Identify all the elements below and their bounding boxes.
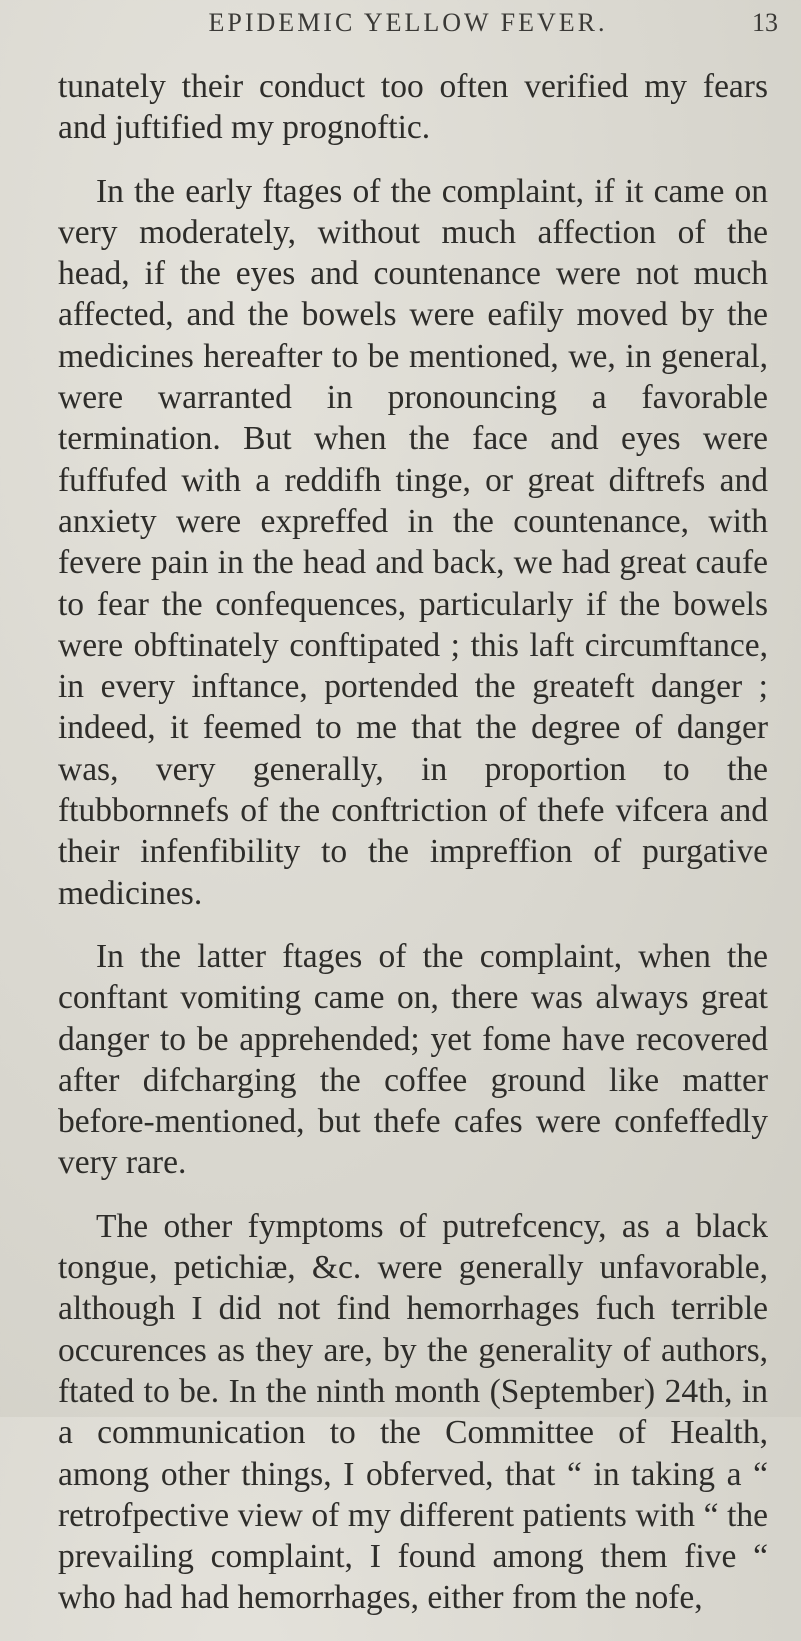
paragraph-early-stages: In the early ftages of the complaint, if it came on very moderately, without much affection of the head, if the eyes and countenance were not much affected, and the bowels were eafily moved by the medicines hereafter to be mentioned, we, in general, were warranted in pronouncing a favorable termination. But when the face and eyes were fuffufed with a reddifh tinge, or great diftrefs and anxiety were expreffed in the countenance, with fevere pain in the head and back, we had great caufe to fear the confequences, particularly if the bowels were obftinately conftipated ; this laft circumftance, in every inftance, portended the greateft danger ; indeed, it feemed to me that the degree of danger was, very generally, in proportion to the ftubbornnefs of the conftriction of thefe vifcera and their infenfibility to the impreffion of purgative medicines.: [58, 172, 768, 912]
paragraph-other-symptoms: The other fymptoms of putrefcency, as a black tongue, petichiæ, &c. were generally unfavorable, although I did not find hemorrhages fuch terrible occurences as they are, by the generality of authors, ftated to be. In the ninth month (September) 24th, in a communication to the Committee of Health, among other things, I obferved, that “ in taking a “ retrofpective view of my different patients with “ the prevailing complaint, I found among them five “ who had had hemorrhages, either from the nofe,: [58, 1207, 768, 1617]
paragraph-latter-stages: In the latter ftages of the complaint, when the conftant vomiting came on, there was always great danger to be apprehended; yet fome have recovered after difcharging the coffee ground like matter before-mentioned, but thefe cafes were confeffedly very rare.: [58, 937, 768, 1182]
page-number: 13: [752, 8, 778, 37]
book-page: [58, 0, 778, 1617]
running-title: EPIDEMIC YELLOW FEVER.: [208, 8, 608, 37]
body-text: [58, 66, 768, 1641]
paragraph-continued: tunately their conduct too often verified my fears and juftified my prognoftic.: [58, 68, 768, 147]
running-head: [58, 8, 778, 68]
